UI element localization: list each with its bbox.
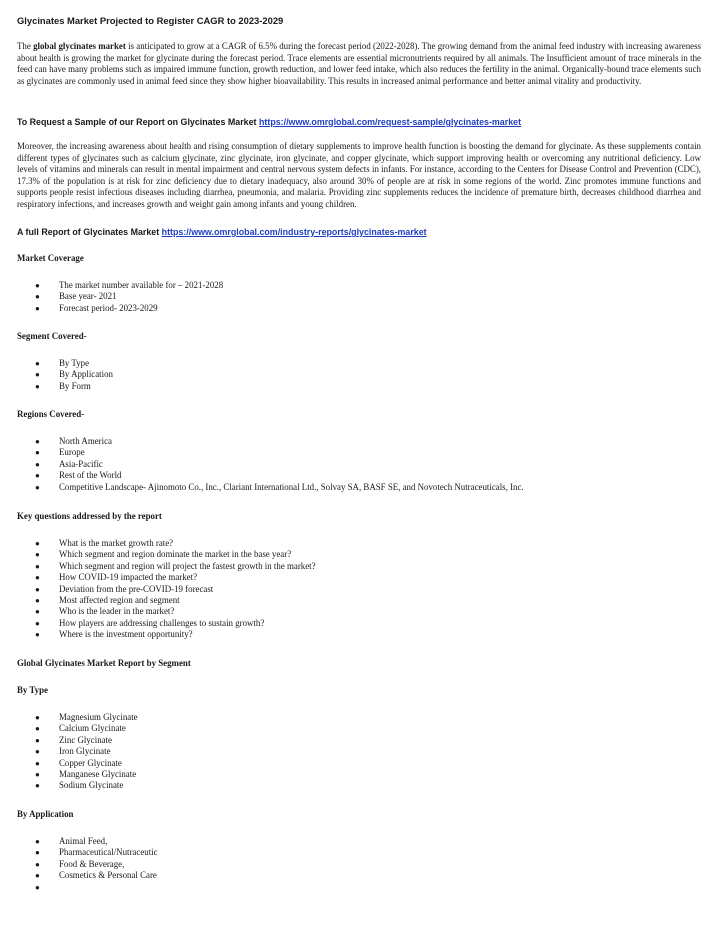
list-item-text: Zinc Glycinate (59, 734, 112, 745)
bullet-icon: ● (35, 758, 40, 768)
list-item-text: Where is the investment opportunity? (59, 629, 193, 640)
bullet-icon: ● (35, 471, 40, 481)
bullet-icon: ● (35, 381, 40, 391)
list-item (17, 735, 138, 746)
list-item-text: Manganese Glycinate (59, 768, 137, 779)
by-type-list (17, 712, 138, 792)
list-item (17, 836, 158, 847)
bullet-icon: ● (35, 482, 40, 492)
bullet-icon: ● (35, 724, 40, 734)
key-questions-list (17, 538, 316, 641)
report-by-segment-heading: Global Glycinates Market Report by Segment (17, 658, 191, 668)
list-item (17, 549, 316, 560)
bullet-icon: ● (35, 359, 40, 368)
intro-lead: The (17, 41, 34, 51)
bullet-icon: ● (35, 713, 40, 722)
list-item-text: North America (59, 436, 112, 446)
list-item-text: Competitive Landscape- Ajinomoto Co., Inc., Clariant International Ltd., Solvay SA, BASF SE, and Novotech Nutraceuticals, Inc. (59, 481, 524, 492)
list-item-text: Who is the leader in the market? (59, 606, 175, 617)
document-title: Glycinates Market Projected to Register CAGR to 2023-2029 (17, 15, 284, 26)
list-item (17, 859, 158, 870)
bullet-icon: ● (35, 281, 40, 290)
list-item-text: Iron Glycinate (59, 746, 111, 757)
bullet-icon: ● (35, 539, 40, 548)
list-item-text: Sodium Glycinate (59, 780, 124, 791)
list-item (17, 436, 524, 447)
bullet-icon: ● (35, 848, 40, 858)
list-item-text: Calcium Glycinate (59, 723, 126, 734)
bullet-icon: ● (35, 735, 40, 745)
by-application-list (17, 836, 158, 893)
list-item (17, 618, 316, 629)
sample-request-link[interactable]: https://www.omrglobal.com/request-sample/glycinates-market (258, 117, 522, 127)
intro-paragraph (17, 41, 701, 87)
list-item (17, 538, 316, 549)
bullet-icon: ● (35, 437, 40, 446)
list-item-text: Animal Feed, (59, 836, 108, 846)
list-item-text: Which segment and region dominate the market in the base year? (59, 549, 292, 560)
market-coverage-heading: Market Coverage (17, 253, 84, 263)
list-item (17, 847, 158, 858)
bullet-icon: ● (35, 292, 40, 302)
list-item (17, 746, 138, 757)
bullet-icon: ● (35, 550, 40, 560)
key-questions-heading: Key questions addressed by the report (17, 511, 162, 521)
list-item-text: What is the market growth rate? (59, 538, 174, 548)
list-item (17, 606, 316, 617)
list-item (17, 303, 223, 314)
by-type-heading: By Type (17, 685, 48, 695)
moreover-paragraph: Moreover, the increasing awareness about health and rising consumption of dietary supplements to improve health function is boosting the demand for glycinate. As these supplements contain different types of glycinates such as calcium glycinate, zinc glycinate, iron glycinate, and copper glycinate, which support improving health or overcoming any nutritional deficiency. Low levels of vitamins and minerals can result in mental impairment and central nervous system defects in infants. For instance, according to the Centers for Disease Control and Prevention (CDC), 17.3% of the population is at risk for zinc deficiency due to dietary inadequacy, also around 30% of people are at risk in some regions of the world. Zinc promotes immune functions and supports people resist infectious diseases including diarrhea, pneumonia, and malaria. Providing zinc supplements reduces the incidence of premature birth, decreases childhood diarrhea and respiratory infections, and increases growth and weight gain among infants and young children. (17, 141, 701, 209)
list-item-text: Food & Beverage, (59, 858, 125, 869)
list-item-text: Asia-Pacific (59, 458, 103, 469)
list-item-text: By Form (59, 380, 91, 391)
list-item (17, 572, 316, 583)
bullet-icon: ● (35, 459, 40, 469)
list-item (17, 758, 138, 769)
list-item-text: Base year- 2021 (59, 291, 117, 302)
list-item-text: Forecast period- 2023-2029 (59, 302, 158, 313)
list-item (17, 870, 158, 881)
list-item-text: Deviation from the pre-COVID-19 forecast (59, 583, 214, 594)
list-item (17, 723, 138, 734)
list-item-text: Pharmaceutical/Nutraceutic (59, 847, 158, 858)
full-report-line (17, 227, 427, 237)
bullet-icon: ● (35, 871, 40, 881)
list-item-text: By Type (59, 358, 90, 368)
list-item (17, 712, 138, 723)
bullet-icon: ● (35, 630, 40, 640)
list-item (17, 482, 524, 493)
list-item (17, 280, 223, 291)
market-coverage-list (17, 280, 223, 314)
sample-request-line (17, 117, 521, 127)
list-item-text: Cosmetics & Personal Care (59, 870, 157, 881)
bullet-icon: ● (35, 618, 40, 628)
bullet-icon: ● (35, 584, 40, 594)
list-item-text: Most affected region and segment (59, 594, 180, 605)
bullet-icon: ● (35, 448, 40, 458)
list-item (17, 291, 223, 302)
list-item (17, 780, 138, 791)
bullet-icon: ● (35, 607, 40, 617)
list-item-text: Rest of the World (59, 470, 122, 481)
bullet-icon: ● (35, 561, 40, 571)
full-report-label: A full Report of Glycinates Market (17, 227, 162, 237)
list-item (17, 769, 138, 780)
bullet-icon: ● (35, 747, 40, 757)
regions-covered-list (17, 436, 524, 493)
bullet-icon: ● (35, 837, 40, 846)
list-item-text: By Application (59, 369, 113, 380)
list-item (17, 882, 158, 893)
bullet-icon: ● (35, 859, 40, 869)
list-item (17, 369, 113, 380)
regions-covered-heading: Regions Covered- (17, 409, 85, 419)
bullet-icon: ● (35, 769, 40, 779)
bullet-icon: ● (35, 882, 40, 892)
full-report-link[interactable]: https://www.omrglobal.com/industry-reports/glycinates-market (161, 227, 427, 237)
bullet-icon: ● (35, 781, 40, 791)
segment-covered-list (17, 358, 113, 392)
list-item (17, 381, 113, 392)
segment-covered-heading: Segment Covered- (17, 331, 87, 341)
list-item (17, 561, 316, 572)
list-item (17, 629, 316, 640)
list-item-text: How COVID-19 impacted the market? (59, 572, 198, 583)
list-item-text: Magnesium Glycinate (59, 712, 138, 722)
intro-bold-term: global glycinates market (33, 41, 126, 51)
list-item (17, 358, 113, 369)
list-item (17, 447, 524, 458)
bullet-icon: ● (35, 370, 40, 380)
by-application-heading: By Application (17, 809, 74, 819)
list-item-text: Which segment and region will project the fastest growth in the market? (59, 560, 316, 571)
list-item-text: Copper Glycinate (59, 757, 122, 768)
sample-request-label: To Request a Sample of our Report on Glycinates Market (17, 117, 259, 127)
list-item (17, 459, 524, 470)
bullet-icon: ● (35, 573, 40, 583)
intro-text: is anticipated to grow at a CAGR of 6.5% during the forecast period (2022-2028). The growing demand from the animal feed industry with increasing awareness about health is growing the market for glycinate during the forecast period. Trace elements are essential micronutrients required by all animals. The Insufficient amount of trace minerals in the feed can have many problems such as impaired immune function, growth reduction, and lower feed intake, which also reduces the fertility in the animal. Organically-bound trace elements such as glycinates are commonly used in animal feed since they show higher bioavailability. This results in increased animal performance and better animal vitality and productivity. (17, 41, 702, 86)
bullet-icon: ● (35, 303, 40, 313)
list-item (17, 584, 316, 595)
list-item (17, 470, 524, 481)
list-item-text: Europe (59, 447, 85, 458)
list-item-text: How players are addressing challenges to sustain growth? (59, 617, 265, 628)
list-item (17, 595, 316, 606)
bullet-icon: ● (35, 595, 40, 605)
list-item-text: The market number available for – 2021-2028 (59, 280, 224, 290)
